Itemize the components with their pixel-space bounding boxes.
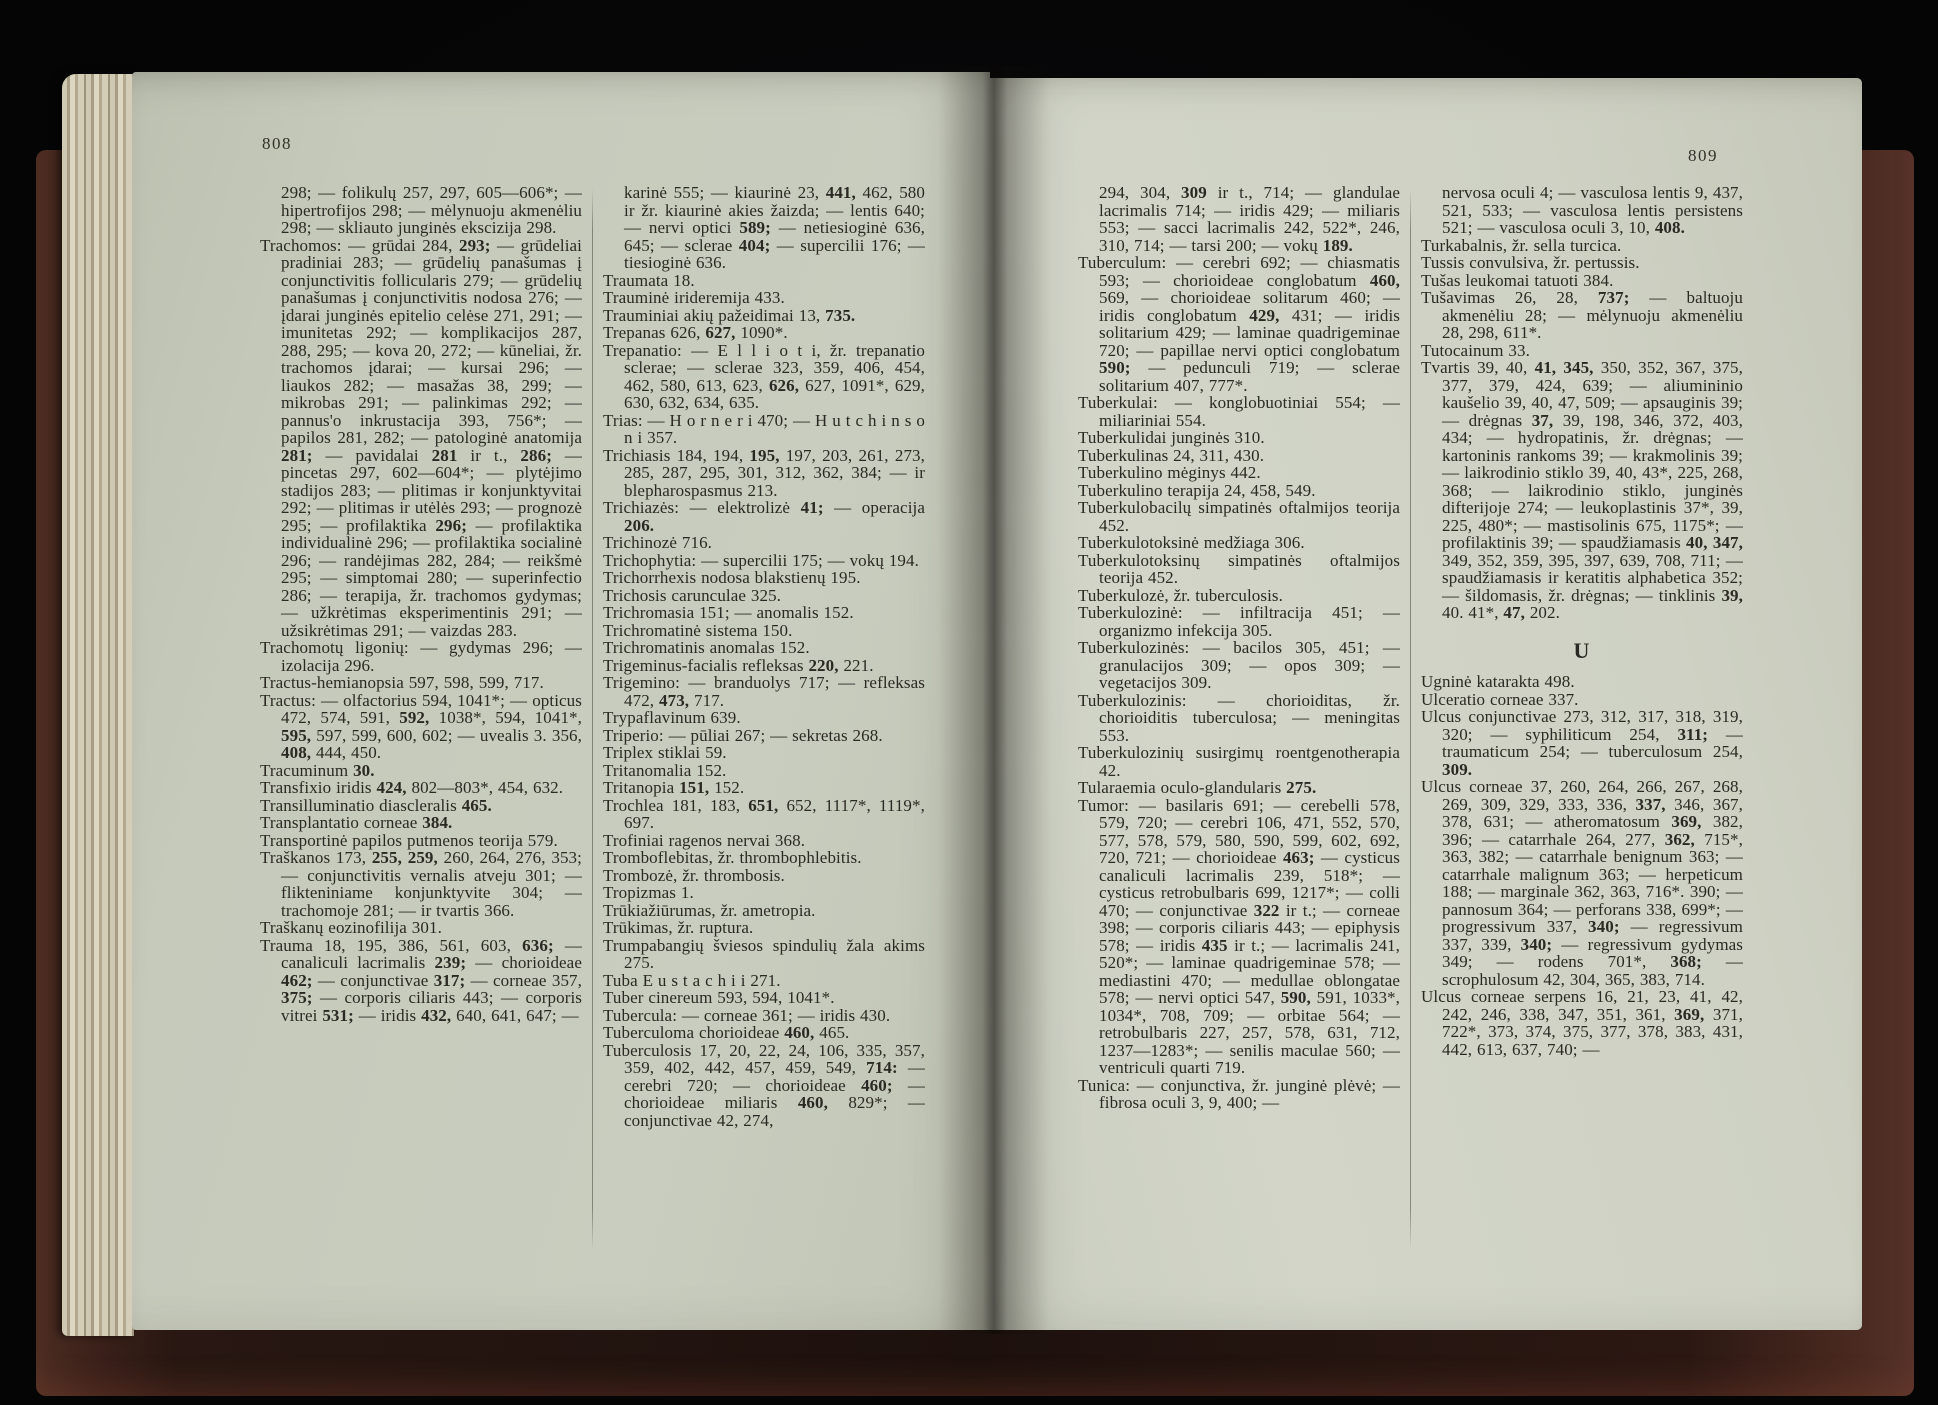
index-entry: Ulceratio corneae 337.	[1421, 689, 1579, 709]
index-entry: Tuberculosis 17, 20, 22, 24, 106, 335, 357, 359, 402, 442, 457, 459, 549, 714: — cerebri 720; — chorioideae 460; — chorioideae miliaris 460, 829*; — conjunctivae 42, 274,	[603, 1040, 925, 1130]
index-entry: Trichosis carunculae 325.	[603, 585, 782, 605]
index-entry: nervosa oculi 4; — vasculosa lentis 9, 437, 521, 533; — vasculosa lentis persistens 521; — vasculosa oculi 3, 10, 408.	[1442, 184, 1743, 237]
index-entry: 294, 304, 309 ir t., 714; — glandulae lacrimalis 714; — iridis 429; — miliaris 553; — sacci lacrimalis 242, 522*, 246, 310, 714; — tarsi 200; — vokų 189.	[1099, 184, 1400, 255]
index-entry: Traškanų eozinofilija 301.	[260, 918, 442, 937]
section-heading: U	[1573, 637, 1591, 663]
index-entry: Tractus-hemianopsia 597, 598, 599, 717.	[260, 673, 544, 692]
index-entry: Trauminė irideremija 433.	[603, 288, 785, 307]
index-entry: Tracuminum 30.	[260, 760, 375, 780]
index-entry: Tuberculum: — cerebri 692; — chiasmatis 593; — chorioideae conglobatum 460, 569, — chorioideae solitarum 460; — iridis conglobatum 429, 431; — iridis solitarium 429; — laminae quadrigeminae 720; — papillae nervi optici conglobatum 590; — pedunculi 719; — sclerae solitarium 407, 777*.	[1078, 253, 1400, 395]
index-entry: Trepanas 626, 627, 1090*.	[603, 323, 788, 342]
page-number-right: 809	[1688, 146, 1718, 165]
index-entry: Transilluminatio diascleralis 465.	[260, 795, 492, 815]
index-entry: karinė 555; — kiaurinė 23, 441, 462, 580 ir žr. kiaurinė akies žaizda; — lentis 640; — nervi optici 589; — netiesioginė 636, 645; — sclerae 404; — supercilii 176; — tiesioginė 636.	[624, 184, 925, 272]
index-entry: Ulcus corneae serpens 16, 21, 23, 41, 42, 242, 246, 338, 347, 351, 361, 369, 371, 722*, 373, 374, 375, 377, 378, 383, 431, 442, 613, 637, 740; —	[1421, 987, 1743, 1059]
index-entry: Tuberkulotoksinė medžiaga 306.	[1078, 533, 1305, 552]
index-entry: Trauma 18, 195, 386, 561, 603, 636; — canaliculi lacrimalis 239; — chorioideae 462; — conjunctivae 317; — corneae 357, 375; — corporis ciliaris 443; — corporis vitrei 531; — iridis 432, 640, 641, 647; —	[260, 935, 582, 1025]
index-entry: Tritanomalia 152.	[603, 760, 727, 780]
index-entry: Trypaflavinum 639.	[603, 708, 741, 727]
index-entry: Ulcus conjunctivae 273, 312, 317, 318, 319, 320; — syphiliticum 254, 311; — traumaticum 254; — tuberculosum 254, 309.	[1421, 707, 1743, 779]
left-page-808	[132, 72, 990, 1330]
index-entry: Tuberkulozinis: — chorioiditas, žr. chorioiditis tuberculosa; — meningitas 553.	[1078, 690, 1400, 745]
index-entry: Trichromatinis anomalas 152.	[603, 638, 810, 657]
index-entry: Transfixio iridis 424, 802—803*, 454, 632.	[260, 778, 564, 797]
index-entry: Trigeminus-facialis refleksas 220, 221.	[603, 655, 874, 675]
column-divider	[1410, 188, 1411, 1250]
index-entry: Tuberkulozinė: — infiltracija 451; — organizmo infekcija 305.	[1078, 603, 1400, 640]
index-entry: Tuberkulino terapija 24, 458, 549.	[1078, 480, 1316, 500]
index-entry: Transportinė papilos putmenos teorija 579.	[260, 830, 558, 850]
index-entry: Tuberkulino mėginys 442.	[1078, 463, 1261, 482]
index-entry: Tuberkulozė, žr. tuberculosis.	[1078, 585, 1283, 605]
column-divider	[592, 188, 593, 1250]
index-entry: Ulcus corneae 37, 260, 264, 266, 267, 268, 269, 309, 329, 333, 336, 337, 346, 367, 378, 631; — atheromatosum 369, 382, 396; — catarrhale 264, 277, 362, 715*, 363, 382; — catarrhale benignum 363; — catarrhale malignum 363; — herpeticum 188; — marginale 362, 363, 716*. 390; — pannosum 364; — perforans 338, 699*; — progressivum 337, 340; — regressivum 337, 339, 340; — regressivum gydymas 349; — rodens 701*, 368; — scrophulosum 42, 304, 365, 383, 714.	[1421, 777, 1743, 989]
index-entry: Trochlea 181, 183, 651, 652, 1117*, 1119*, 697.	[603, 795, 925, 832]
index-entry: Trichiasis 184, 194, 195, 197, 203, 261, 273, 285, 287, 295, 301, 312, 362, 384; — ir blepharospasmus 213.	[603, 445, 925, 500]
index-entry: Traškanos 173, 255, 259, 260, 264, 276, 353; — conjunctivitis vernalis atveju 301; — flikteniniame konjunktyvite 304; — trachomoje 281; — ir tvartis 366.	[260, 848, 582, 920]
index-entry: Tušas leukomai tatuoti 384.	[1421, 270, 1614, 290]
index-entry: Tubercula: — corneae 361; — iridis 430.	[603, 1005, 891, 1025]
index-entry: Triplex stiklai 59.	[603, 743, 727, 762]
index-entry: Tvartis 39, 40, 41, 345, 350, 352, 367, 375, 377, 379, 424, 639; — aliumininio kaušelio 39, 40, 47, 509; — apsauginis 39; — drėgnas 37, 39, 198, 346, 372, 403, 434; — hydropatinis, žr. drėgnas; — kartoninis rankoms 39; — krakmolinis 39; — laikrodinio stiklo 39, 40, 43*, 225, 268, 368; — laikrodinio stiklo, junginės difterijoje 274; — leukoplastinis 37*, 39, 225, 480*; — mastisolinis 675, 1175*; — profilaktinis 39; — spaudžiamasis 40, 347, 349, 352, 359, 395, 397, 639, 708, 711; — spaudžiamasis ir keratitis alphabetica 352; — šildomasis, žr. drėgnas; — tinklinis 39, 40. 41*, 47, 202.	[1421, 358, 1743, 622]
index-entry: Trofiniai ragenos nervai 368.	[603, 830, 806, 850]
index-entry: Tuba E u s t a c h i i 271.	[603, 970, 781, 990]
right-page-column-1	[1078, 184, 1400, 1264]
index-entry: Tromboflebitas, žr. thrombophlebitis.	[603, 848, 862, 867]
index-entry: Turkabalnis, žr. sella turcica.	[1421, 235, 1622, 255]
index-entry: Tuberkulozinių susirgimų roentgenotherapia 42.	[1078, 743, 1400, 780]
index-entry: Tuberkulai: — konglobuotiniai 554; — miliariniai 554.	[1078, 393, 1400, 430]
index-entry: Transplantatio corneae 384.	[260, 813, 453, 832]
index-entry: Tutocainum 33.	[1421, 340, 1530, 360]
index-entry: Trumpabangių šviesos spindulių žala akims 275.	[603, 935, 925, 972]
index-entry: Tuberculoma chorioideae 460, 465.	[603, 1023, 850, 1042]
right-page-809	[990, 78, 1862, 1330]
index-entry: Tuberkulinas 24, 311, 430.	[1078, 445, 1265, 465]
index-entry: Trachomotų ligonių: — gydymas 296; — izolacija 296.	[260, 638, 582, 675]
index-entry: Trauminiai akių pažeidimai 13, 735.	[603, 305, 856, 325]
index-entry: Trūkiažiūrumas, žr. ametropia.	[603, 900, 816, 920]
index-entry: Tularaemia oculo-glandularis 275.	[1078, 778, 1317, 797]
index-entry: 298; — folikulų 257, 297, 605—606*; — hipertrofijos 298; — mėlynuoju akmenėliu 298; — skliauto junginės ekscizija 298.	[281, 184, 582, 237]
index-entry: Tropizmas 1.	[603, 883, 694, 902]
index-entry: Trichromasia 151; — anomalis 152.	[603, 603, 854, 622]
index-entry: Ugninė katarakta 498.	[1421, 672, 1575, 691]
index-entry: Trichinozė 716.	[603, 533, 713, 552]
left-page-column-1	[260, 184, 582, 1264]
index-entry: Traumata 18.	[603, 270, 695, 290]
index-entry: Trepanatio: — E l l i o t i, žr. trepanatio sclerae; — sclerae 323, 359, 406, 454, 462, 580, 613, 623, 626, 627, 1091*, 629, 630, 632, 634, 635.	[603, 340, 925, 412]
left-page-column-2	[603, 184, 925, 1264]
index-entry: Trūkimas, žr. ruptura.	[603, 918, 754, 937]
page-stack-edges	[62, 74, 134, 1336]
index-entry: Tuber cinereum 593, 594, 1041*.	[603, 988, 835, 1007]
index-entry: Tuberkulotoksinų simpatinės oftalmijos teorija 452.	[1078, 550, 1400, 587]
index-entry: Trachomos: — grūdai 284, 293; — grūdeliai pradiniai 283; — grūdelių panašumas į conjunctivitis follicularis 279; — grūdelių panašumas į conjunctivitis nodosa 276; — įdarai junginės epitelio celėse 271, 291; — imunitetas 292; — komplikacijos 287, 288, 295; — kova 20, 272; — kūneliai, žr. trachomos įdarai; — kursai 296; — liaukos 282; — masažas 38, 299; — mikrobas 291; — palinkimas 292; — pannus'o inkrustacija 393, 756*; — papilos 281, 282; — patologinė anatomija 281; — pavidalai 281 ir t., 286; — pincetas 297, 602—604*; — plytėjimo stadijos 283; — plitimas ir konjunktyvitai 292; — plitimas ir utėlės 293; — prognozė 295; — profilaktika 296; — profilaktika individualinė 296; — profilaktika socialinė 296; — randėjimas 282, 284; — reikšmė 295; — simptomai 280; — superinfectio 286; — terapija, žr. trachomos gydymas; — užkrėtimas eksperimentinis 291; — užsikrėtimas 291; — vaizdas 283.	[260, 235, 582, 640]
index-entry: Trichromatinė sistema 150.	[603, 620, 793, 640]
left-page-columns	[260, 184, 926, 1264]
index-entry: Trombozė, žr. thrombosis.	[603, 865, 785, 885]
index-entry: Trichiazės: — elektrolizė 41; — operacija 206.	[603, 498, 925, 535]
index-entry: Trigemino: — branduolys 717; — refleksas 472, 473, 717.	[603, 673, 925, 710]
index-entry: Tunica: — conjunctiva, žr. junginė plėvė; — fibrosa oculi 3, 9, 400; —	[1078, 1075, 1400, 1112]
index-entry: Tuberkulidai junginės 310.	[1078, 428, 1265, 447]
right-page-column-2	[1421, 184, 1743, 1264]
index-entry: Tuberkulozinės: — bacilos 305, 451; — granulacijos 309; — opos 309; — vegetacijos 309.	[1078, 638, 1400, 692]
index-entry: Tractus: — olfactorius 594, 1041*; — opticus 472, 574, 591, 592, 1038*, 594, 1041*, 595, 597, 599, 600, 602; — uvealis 3. 356, 408, 444, 450.	[260, 690, 582, 762]
index-entry: Tuberkulobacilų simpatinės oftalmijos teorija 452.	[1078, 498, 1400, 535]
right-page-columns	[1078, 184, 1744, 1264]
index-entry: Tušavimas 26, 28, 737; — baltuoju akmenėliu 28; — mėlynuoju akmenėliu 28, 298, 611*.	[1421, 288, 1743, 342]
index-entry: Tumor: — basilaris 691; — cerebelli 578, 579, 720; — cerebri 106, 471, 552, 570, 577, 578, 579, 580, 590, 599, 602, 692, 720, 721; — chorioideae 463; — cysticus canaliculi lacrimalis 239, 518*; — cysticus retrobulbaris 699, 1217*; — colli 470; — conjunctivae 322 ir t.; — corneae 398; — corporis ciliaris 443; — epiphysis 578; — iridis 435 ir t.; — lacrimalis 241, 520*; — laminae quadrigeminae 578; — mediastini 470; — medullae oblongatae 578; — nervi optici 547, 590, 591, 1033*, 1034*, 708, 709; — orbitae 564; — retrobulbaris 227, 257, 578, 631, 712, 1237—1283*; — senilis maculae 560; — ventriculi quarti 719.	[1078, 795, 1400, 1077]
index-entry: Tritanopia 151, 152.	[603, 778, 745, 797]
index-entry: Triperio: — pūliai 267; — sekretas 268.	[603, 725, 883, 745]
index-entry: Trias: — H o r n e r i 470; — H u t c h i n s o n i 357.	[603, 410, 925, 447]
index-entry: Trichorrhexis nodosa blakstienų 195.	[603, 568, 861, 587]
page-number-left: 808	[262, 134, 292, 153]
index-entry: Trichophytia: — supercilii 175; — vokų 194.	[603, 550, 919, 570]
index-entry: Tussis convulsiva, žr. pertussis.	[1421, 253, 1640, 272]
